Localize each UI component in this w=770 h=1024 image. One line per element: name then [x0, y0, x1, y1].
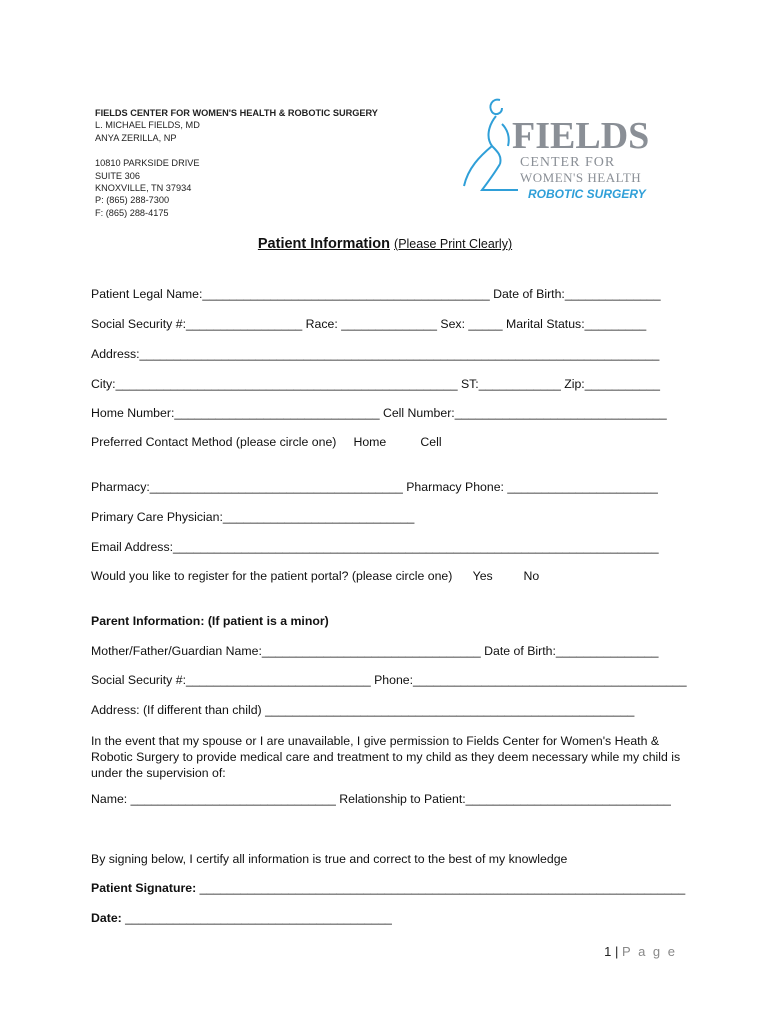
city-state-zip-field[interactable]: City:__________________________________________________ ST:____________ Zip:___________: [91, 377, 660, 391]
guardian-address-field[interactable]: Address: (If different than child) ______________________________________________________: [91, 703, 635, 717]
doctor-name-2: ANYA ZERILLA, NP: [95, 132, 177, 143]
form-title-sub: (Please Print Clearly): [394, 237, 513, 251]
woman-figure-icon: [464, 100, 518, 190]
address-city: KNOXVILLE, TN 37934: [95, 183, 192, 194]
patient-portal-question[interactable]: Would you like to register for the patient portal? (please circle one) Yes No: [91, 569, 540, 583]
ssn-race-sex-field[interactable]: Social Security #:_________________ Race: ______________ Sex: _____ Marital Status:_________: [91, 317, 647, 331]
logo-line-2: WOMEN'S HEALTH: [520, 170, 642, 185]
phone-numbers-field[interactable]: Home Number:______________________________ Cell Number:_______________________________: [91, 406, 667, 420]
practice-header: [95, 107, 378, 219]
guardian-ssn-phone-field[interactable]: Social Security #:___________________________ Phone:________________________________________: [91, 673, 687, 687]
address-field[interactable]: Address:____________________________________________________________________________: [91, 347, 660, 361]
logo-big-text: FIELDS: [512, 115, 650, 157]
address-line-1: 10810 PARKSIDE DRIVE: [95, 158, 200, 169]
page-footer: [604, 944, 677, 959]
date-field[interactable]: [91, 910, 392, 926]
doctor-name-1: L. MICHAEL FIELDS, MD: [95, 120, 200, 131]
certification-statement: By signing below, I certify all information is true and correct to the best of my knowledge: [91, 852, 568, 866]
permission-statement: In the event that my spouse or I are unavailable, I give permission to Fields Center for Women's Heath & Robotic Surgery to provide medical care and treatment to my child as they deem necessary while my child is under the supervision of:: [91, 734, 681, 780]
supervisor-name-field[interactable]: Name: ______________________________ Relationship to Patient:______________________________: [91, 792, 671, 806]
patient-signature-field[interactable]: [91, 880, 685, 896]
page-separator: |: [615, 944, 619, 959]
form-title-main: Patient Information: [257, 236, 390, 252]
signature-label: Patient Signature:: [91, 881, 197, 895]
page-word: P a g e: [622, 944, 677, 959]
date-label: Date:: [91, 911, 122, 925]
logo-line-1: CENTER FOR: [520, 155, 616, 170]
fields-logo: [458, 94, 680, 206]
address-line-2: SUITE 306: [95, 170, 140, 181]
preferred-contact-method[interactable]: Preferred Contact Method (please circle one) Home Cell: [91, 435, 442, 449]
page-number: 1: [604, 944, 612, 959]
practice-name: FIELDS CENTER FOR WOMEN'S HEALTH & ROBOTIC SURGERY: [95, 108, 378, 118]
logo-line-3: ROBOTIC SURGERY: [528, 187, 646, 201]
pharmacy-field[interactable]: Pharmacy:_____________________________________ Pharmacy Phone: ______________________: [91, 480, 658, 494]
email-field[interactable]: Email Address:_______________________________________________________________________: [91, 540, 659, 554]
signature-line[interactable]: _______________________________________________________________________: [196, 881, 686, 895]
fax-number: F: (865) 288-4175: [95, 207, 169, 218]
parent-info-heading: Parent Information: (If patient is a minor): [91, 614, 329, 628]
form-title: [0, 236, 770, 252]
primary-care-physician-field[interactable]: Primary Care Physician:____________________________: [91, 510, 415, 524]
phone-number: P: (865) 288-7300: [95, 195, 170, 206]
legal-name-field[interactable]: Patient Legal Name:__________________________________________ Date of Birth:______________: [91, 287, 661, 301]
date-line[interactable]: _______________________________________: [121, 911, 392, 925]
guardian-name-field[interactable]: Mother/Father/Guardian Name:________________________________ Date of Birth:_______________: [91, 644, 659, 658]
